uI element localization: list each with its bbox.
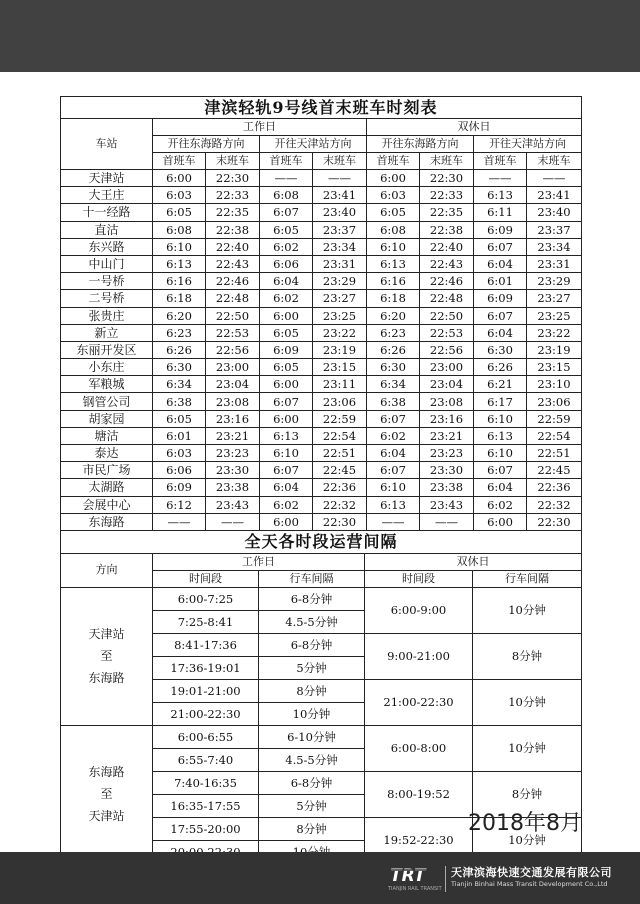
weekend-interval: 10分钟 — [473, 679, 582, 725]
time-cell: 6:07 — [260, 204, 313, 221]
dir-donghai-header: 开往东海路方向 — [153, 136, 260, 153]
direction-header: 方向 — [61, 553, 153, 587]
weekday-interval: 4.5-5分钟 — [259, 610, 365, 633]
time-cell: 6:10 — [260, 445, 313, 462]
weekend-interval: 10分钟 — [473, 587, 582, 633]
time-cell: 6:38 — [367, 393, 420, 410]
station-row — [61, 255, 582, 272]
time-cell: 6:13 — [367, 496, 420, 513]
time-cell: 23:00 — [206, 359, 260, 376]
station-row — [61, 479, 582, 496]
weekday-period: 21:00-22:30 — [153, 702, 259, 725]
time-cell: 6:30 — [474, 341, 527, 358]
weekday-period: 6:55-7:40 — [153, 748, 259, 771]
time-cell: 6:07 — [260, 462, 313, 479]
interval-row — [61, 587, 582, 610]
time-cell: 23:08 — [206, 393, 260, 410]
station-name: 小东庄 — [61, 359, 153, 376]
time-cell: 6:20 — [153, 307, 206, 324]
time-cell: 22:46 — [206, 273, 260, 290]
weekday-period: 7:25-8:41 — [153, 610, 259, 633]
time-cell: 23:30 — [420, 462, 474, 479]
time-cell: 6:04 — [474, 324, 527, 341]
time-cell: 22:40 — [420, 238, 474, 255]
time-cell: 23:41 — [313, 187, 367, 204]
time-cell: 23:22 — [313, 324, 367, 341]
weekday-period: 17:55-20:00 — [153, 817, 259, 840]
first-train-header: 首班车 — [260, 153, 313, 170]
time-cell: 22:38 — [206, 221, 260, 238]
time-cell: 22:50 — [420, 307, 474, 324]
weekday-period: 16:35-17:55 — [153, 794, 259, 817]
time-cell: 22:54 — [313, 427, 367, 444]
time-cell: 22:48 — [420, 290, 474, 307]
logo-mark-text: TRT — [390, 866, 426, 886]
time-cell: 23:38 — [206, 479, 260, 496]
time-cell: 23:00 — [420, 359, 474, 376]
time-cell: 6:30 — [367, 359, 420, 376]
time-cell: 23:37 — [313, 221, 367, 238]
time-cell: 6:06 — [153, 462, 206, 479]
time-cell: 6:01 — [474, 273, 527, 290]
time-cell: 6:04 — [367, 445, 420, 462]
station-row — [61, 513, 582, 530]
time-cell: —— — [527, 170, 582, 187]
time-cell: 22:35 — [206, 204, 260, 221]
time-cell: 22:48 — [206, 290, 260, 307]
time-cell: 22:33 — [420, 187, 474, 204]
station-name: 十一经路 — [61, 204, 153, 221]
station-name: 天津站 — [61, 170, 153, 187]
time-cell: —— — [367, 513, 420, 530]
weekend-period: 21:00-22:30 — [365, 679, 473, 725]
time-cell: 23:19 — [527, 341, 582, 358]
time-cell: 6:26 — [367, 341, 420, 358]
time-cell: 22:45 — [313, 462, 367, 479]
station-name: 张贵庄 — [61, 307, 153, 324]
weekend-period: 6:00-8:00 — [365, 725, 473, 771]
time-cell: 6:18 — [367, 290, 420, 307]
last-train-header: 末班车 — [313, 153, 367, 170]
time-cell: 23:15 — [527, 359, 582, 376]
time-cell: 6:21 — [474, 376, 527, 393]
weekday-interval: 5分钟 — [259, 656, 365, 679]
interval-title: 全天各时段运营间隔 — [61, 531, 582, 554]
station-header: 车站 — [61, 119, 153, 170]
time-cell: 6:02 — [367, 427, 420, 444]
period-header: 时间段 — [153, 570, 259, 587]
company-name-en: Tianjin Binhai Mass Transit Development Co.,Ltd — [451, 880, 608, 888]
station-name: 一号桥 — [61, 273, 153, 290]
time-cell: —— — [260, 170, 313, 187]
timetable-sheet — [60, 96, 581, 864]
station-name: 新立 — [61, 324, 153, 341]
time-cell: 6:10 — [367, 238, 420, 255]
company-logo — [388, 862, 634, 896]
time-cell: 6:26 — [474, 359, 527, 376]
station-name: 太湖路 — [61, 479, 153, 496]
time-cell: 6:04 — [260, 273, 313, 290]
station-name: 钢管公司 — [61, 393, 153, 410]
weekday-period: 7:40-16:35 — [153, 771, 259, 794]
station-row — [61, 204, 582, 221]
station-name: 塘沽 — [61, 427, 153, 444]
time-cell: 22:51 — [313, 445, 367, 462]
time-cell: 6:02 — [474, 496, 527, 513]
time-cell: 22:59 — [313, 410, 367, 427]
time-cell: 6:08 — [367, 221, 420, 238]
time-cell: 6:07 — [367, 410, 420, 427]
station-name: 市民广场 — [61, 462, 153, 479]
time-cell: 23:27 — [527, 290, 582, 307]
time-cell: 6:12 — [153, 496, 206, 513]
time-cell: 22:32 — [313, 496, 367, 513]
time-cell: 6:13 — [474, 427, 527, 444]
time-cell: 6:10 — [367, 479, 420, 496]
time-cell: 6:20 — [367, 307, 420, 324]
time-cell: 23:25 — [527, 307, 582, 324]
weekday-interval: 6-8分钟 — [259, 587, 365, 610]
time-cell: 6:01 — [153, 427, 206, 444]
direction-from: 东海路 — [88, 765, 125, 780]
time-cell: 6:07 — [474, 307, 527, 324]
time-cell: 23:40 — [527, 204, 582, 221]
iv-weekday-header: 工作日 — [153, 553, 365, 570]
weekday-header: 工作日 — [153, 119, 367, 136]
station-row — [61, 376, 582, 393]
time-cell: 6:02 — [260, 238, 313, 255]
time-cell: 22:53 — [420, 324, 474, 341]
time-cell: 22:30 — [313, 513, 367, 530]
station-row — [61, 307, 582, 324]
time-cell: 6:17 — [474, 393, 527, 410]
time-cell: 6:06 — [260, 255, 313, 272]
station-row — [61, 238, 582, 255]
time-cell: 6:03 — [153, 187, 206, 204]
time-cell: 22:30 — [420, 170, 474, 187]
time-cell: 23:25 — [313, 307, 367, 324]
time-cell: —— — [420, 513, 474, 530]
station-name: 大王庄 — [61, 187, 153, 204]
time-cell: 6:16 — [153, 273, 206, 290]
time-cell: 23:31 — [527, 255, 582, 272]
time-cell: 6:38 — [153, 393, 206, 410]
station-row — [61, 359, 582, 376]
trt-logo-icon — [388, 864, 440, 886]
time-cell: 23:08 — [420, 393, 474, 410]
company-name-cn: 天津滨海快速交通发展有限公司 — [451, 866, 612, 879]
time-cell: 6:26 — [153, 341, 206, 358]
weekend-header: 双休日 — [367, 119, 582, 136]
station-row — [61, 324, 582, 341]
time-cell: 6:00 — [260, 376, 313, 393]
time-cell: 6:09 — [474, 290, 527, 307]
time-cell: 6:34 — [153, 376, 206, 393]
weekday-interval: 8分钟 — [259, 817, 365, 840]
issue-date: 2018年8月 — [468, 811, 582, 836]
time-cell: 6:13 — [367, 255, 420, 272]
time-cell: 6:05 — [153, 204, 206, 221]
time-cell: 23:21 — [420, 427, 474, 444]
iv-weekend-header: 双休日 — [365, 553, 582, 570]
interval-header: 行车间隔 — [259, 570, 365, 587]
weekend-interval: 8分钟 — [473, 633, 582, 679]
time-cell: 23:04 — [420, 376, 474, 393]
time-cell: 23:23 — [206, 445, 260, 462]
time-cell: 6:23 — [367, 324, 420, 341]
time-cell: 22:30 — [206, 170, 260, 187]
time-cell: 6:07 — [367, 462, 420, 479]
direction-to: 天津站 — [88, 809, 125, 824]
direction-label — [61, 725, 153, 863]
time-cell: 22:30 — [527, 513, 582, 530]
time-cell: —— — [206, 513, 260, 530]
station-name: 中山门 — [61, 255, 153, 272]
time-cell: 23:29 — [313, 273, 367, 290]
weekend-period: 19:52-22:30 — [365, 817, 473, 863]
time-cell: 23:43 — [420, 496, 474, 513]
logo-small-text: TIANJIN RAIL TRANSIT — [388, 886, 442, 892]
time-cell: 22:43 — [206, 255, 260, 272]
time-cell: 6:11 — [474, 204, 527, 221]
time-cell: 22:51 — [527, 445, 582, 462]
station-row — [61, 341, 582, 358]
time-cell: 22:46 — [420, 273, 474, 290]
station-row — [61, 410, 582, 427]
time-cell: 6:00 — [474, 513, 527, 530]
time-cell: 6:13 — [260, 427, 313, 444]
time-cell: 6:30 — [153, 359, 206, 376]
station-row — [61, 273, 582, 290]
time-cell: 23:11 — [313, 376, 367, 393]
time-cell: 23:43 — [206, 496, 260, 513]
time-cell: 6:07 — [474, 462, 527, 479]
station-row — [61, 427, 582, 444]
last-train-header: 末班车 — [527, 153, 582, 170]
weekday-period: 6:00-6:55 — [153, 725, 259, 748]
direction-to_word: 至 — [100, 649, 113, 664]
first-train-header: 首班车 — [367, 153, 420, 170]
time-cell: 6:05 — [260, 324, 313, 341]
station-name: 直沽 — [61, 221, 153, 238]
dir-donghai-header: 开往东海路方向 — [367, 136, 474, 153]
station-row — [61, 187, 582, 204]
weekend-period: 8:00-19:52 — [365, 771, 473, 817]
time-cell: 22:50 — [206, 307, 260, 324]
station-name: 泰达 — [61, 445, 153, 462]
time-cell: 6:08 — [260, 187, 313, 204]
time-cell: 23:06 — [527, 393, 582, 410]
time-cell: 6:02 — [260, 496, 313, 513]
time-cell: 22:32 — [527, 496, 582, 513]
time-cell: 6:13 — [153, 255, 206, 272]
time-cell: 22:40 — [206, 238, 260, 255]
time-cell: 6:10 — [474, 445, 527, 462]
time-cell: 23:34 — [527, 238, 582, 255]
time-cell: 6:04 — [260, 479, 313, 496]
weekday-interval: 6-8分钟 — [259, 771, 365, 794]
top-band — [0, 0, 640, 72]
first-train-header: 首班车 — [474, 153, 527, 170]
time-cell: 23:15 — [313, 359, 367, 376]
time-cell: 6:07 — [474, 238, 527, 255]
first-train-header: 首班车 — [153, 153, 206, 170]
direction-label — [61, 587, 153, 725]
time-cell: 6:18 — [153, 290, 206, 307]
dir-tianjin-header: 开往天津站方向 — [474, 136, 582, 153]
time-cell: 22:56 — [206, 341, 260, 358]
station-name: 东丽开发区 — [61, 341, 153, 358]
time-cell: 23:16 — [206, 410, 260, 427]
time-cell: 22:45 — [527, 462, 582, 479]
station-name: 会展中心 — [61, 496, 153, 513]
time-cell: —— — [153, 513, 206, 530]
time-cell: 6:04 — [474, 479, 527, 496]
weekend-period: 6:00-9:00 — [365, 587, 473, 633]
logo-divider — [445, 866, 446, 892]
time-cell: 23:37 — [527, 221, 582, 238]
time-cell: 6:05 — [367, 204, 420, 221]
time-cell: 6:13 — [474, 187, 527, 204]
time-cell: 22:43 — [420, 255, 474, 272]
time-cell: 22:38 — [420, 221, 474, 238]
time-cell: 6:03 — [153, 445, 206, 462]
time-cell: 22:53 — [206, 324, 260, 341]
time-cell: 6:08 — [153, 221, 206, 238]
time-cell: 6:09 — [153, 479, 206, 496]
time-cell: 6:04 — [474, 255, 527, 272]
station-name: 东兴路 — [61, 238, 153, 255]
period-header: 时间段 — [365, 570, 473, 587]
direction-from: 天津站 — [88, 627, 125, 642]
time-cell: 22:36 — [527, 479, 582, 496]
time-cell: 22:35 — [420, 204, 474, 221]
dir-tianjin-header: 开往天津站方向 — [260, 136, 367, 153]
time-cell: 23:04 — [206, 376, 260, 393]
time-cell: 23:30 — [206, 462, 260, 479]
time-cell: 23:22 — [527, 324, 582, 341]
time-cell: 23:23 — [420, 445, 474, 462]
direction-to_word: 至 — [100, 787, 113, 802]
time-cell: —— — [474, 170, 527, 187]
station-row — [61, 496, 582, 513]
station-name: 东海路 — [61, 513, 153, 530]
time-cell: 23:41 — [527, 187, 582, 204]
last-train-header: 末班车 — [206, 153, 260, 170]
time-cell: 23:38 — [420, 479, 474, 496]
time-cell: —— — [313, 170, 367, 187]
weekend-interval: 10分钟 — [473, 725, 582, 771]
time-cell: 6:00 — [260, 410, 313, 427]
station-row — [61, 393, 582, 410]
time-cell: 23:19 — [313, 341, 367, 358]
weekday-interval: 6-8分钟 — [259, 633, 365, 656]
time-cell: 22:54 — [527, 427, 582, 444]
weekend-interval: 10分钟 — [473, 817, 582, 863]
time-cell: 23:29 — [527, 273, 582, 290]
time-cell: 6:02 — [260, 290, 313, 307]
time-cell: 6:34 — [367, 376, 420, 393]
weekday-period: 17:36-19:01 — [153, 656, 259, 679]
weekend-period: 9:00-21:00 — [365, 633, 473, 679]
time-cell: 23:34 — [313, 238, 367, 255]
time-cell: 23:10 — [527, 376, 582, 393]
last-train-header: 末班车 — [420, 153, 474, 170]
time-cell: 6:00 — [260, 513, 313, 530]
time-cell: 22:59 — [527, 410, 582, 427]
weekday-interval: 4.5-5分钟 — [259, 748, 365, 771]
time-cell: 6:09 — [474, 221, 527, 238]
time-cell: 6:05 — [260, 221, 313, 238]
time-cell: 23:27 — [313, 290, 367, 307]
station-row — [61, 221, 582, 238]
station-row — [61, 462, 582, 479]
weekday-period: 6:00-7:25 — [153, 587, 259, 610]
weekday-period: 8:41-17:36 — [153, 633, 259, 656]
time-cell: 6:10 — [153, 238, 206, 255]
time-cell: 22:36 — [313, 479, 367, 496]
station-name: 军粮城 — [61, 376, 153, 393]
time-cell: 6:03 — [367, 187, 420, 204]
weekday-interval: 10分钟 — [259, 702, 365, 725]
interval-row — [61, 725, 582, 748]
time-cell: 6:09 — [260, 341, 313, 358]
weekday-period: 19:01-21:00 — [153, 679, 259, 702]
weekend-interval: 8分钟 — [473, 771, 582, 817]
time-cell: 6:10 — [474, 410, 527, 427]
time-cell: 23:06 — [313, 393, 367, 410]
time-cell: 23:40 — [313, 204, 367, 221]
weekday-interval: 5分钟 — [259, 794, 365, 817]
time-cell: 6:16 — [367, 273, 420, 290]
time-cell: 6:05 — [260, 359, 313, 376]
time-cell: 22:56 — [420, 341, 474, 358]
station-name: 胡家园 — [61, 410, 153, 427]
time-cell: 23:31 — [313, 255, 367, 272]
time-cell: 6:23 — [153, 324, 206, 341]
time-cell: 6:00 — [367, 170, 420, 187]
interval-header: 行车间隔 — [473, 570, 582, 587]
time-cell: 6:05 — [153, 410, 206, 427]
timetable — [60, 96, 582, 531]
timetable-title: 津滨轻轨9号线首末班车时刻表 — [61, 97, 582, 119]
time-cell: 23:21 — [206, 427, 260, 444]
weekday-interval: 8分钟 — [259, 679, 365, 702]
direction-to: 东海路 — [88, 671, 125, 686]
weekday-interval: 6-10分钟 — [259, 725, 365, 748]
station-row — [61, 170, 582, 187]
time-cell: 22:33 — [206, 187, 260, 204]
station-row — [61, 445, 582, 462]
station-name: 二号桥 — [61, 290, 153, 307]
time-cell: 23:16 — [420, 410, 474, 427]
time-cell: 6:00 — [153, 170, 206, 187]
station-row — [61, 290, 582, 307]
time-cell: 6:07 — [260, 393, 313, 410]
time-cell: 6:00 — [260, 307, 313, 324]
